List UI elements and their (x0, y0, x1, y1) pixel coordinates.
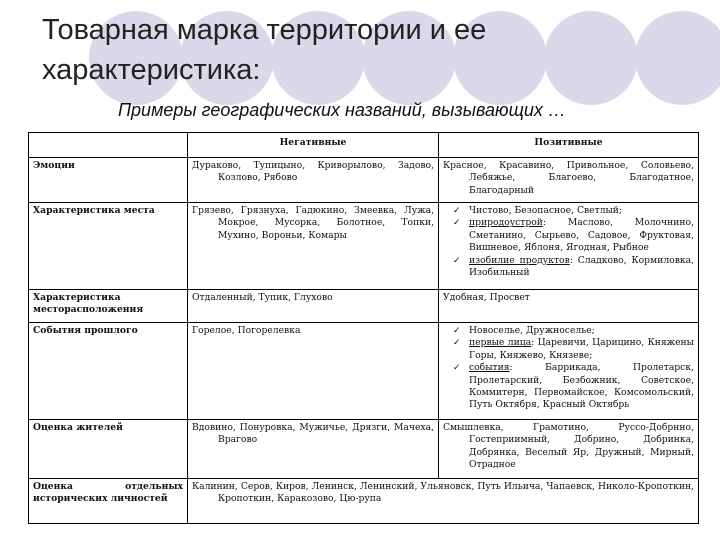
positive-checklist (443, 205, 694, 279)
row-label: Оценка жителей (29, 420, 188, 479)
positive-cell (439, 420, 699, 479)
positive-cell (439, 158, 699, 203)
positive-text: Красное, Красавино, Привольное, Соловьево, Лебяжье, Благоево, Благодатное, Благодарный (443, 160, 694, 196)
negative-cell (188, 158, 439, 203)
positive-cell (439, 203, 699, 290)
negative-text: Дураково, Тупицыно, Криворылово, Задово, Козлово, Рябово (192, 160, 434, 184)
checklist-item (443, 217, 694, 254)
table-row (29, 479, 699, 524)
row-label: Оценка отдельных исторических личностей (29, 479, 188, 524)
row-label: Характеристика места (29, 203, 188, 290)
checklist-item (443, 337, 694, 362)
checklist-item (443, 205, 694, 217)
item-text: : Баррикада, Пролетарск, Пролетарский, Безбожник, Советское, Коммитерн, Первомайское, Комсомольский, Путь Октября, Красный Октябрь (469, 362, 694, 411)
negative-text: Вдовино, Понуровка, Мужичье, Дрязги, Мачеха, Врагово (192, 422, 434, 446)
slide-title: Товарная марка территории и ее характеристика: (42, 14, 487, 86)
positive-cell (439, 290, 699, 323)
negative-cell (188, 420, 439, 479)
negative-cell (188, 290, 439, 323)
item-text: : Царевичи, Царицино, Княжены Горы, Княжево, Князеве; (469, 337, 694, 361)
negative-text: Грязево, Грязнуха, Гадюкино, Змеевка, Лужа, Мокрое, Мусорка, Болотное, Топки, Мухино, Вороньи, Комары (192, 205, 434, 241)
checklist-item (443, 325, 694, 337)
positive-checklist (443, 325, 694, 412)
table-row (29, 420, 699, 479)
item-text: Новоселье, Дружноселье; (469, 325, 595, 336)
merged-cell (188, 479, 699, 524)
checklist-item (443, 255, 694, 280)
positive-cell (439, 323, 699, 420)
header-blank (29, 133, 188, 158)
examples-table (28, 132, 699, 524)
item-text: : Маслово, Молочнино, Сметанино, Сырьево, Садовое, Фруктовая, Вишневое, Яблоня, Ягодная, Рыбное (469, 217, 694, 254)
table-header-row (29, 133, 699, 158)
table-row (29, 203, 699, 290)
row-label: События прошлого (29, 323, 188, 420)
item-text: Чистово, Безопасное, Светлый; (469, 205, 623, 216)
item-term: события (469, 362, 510, 374)
table-row (29, 158, 699, 203)
decor-circle (635, 11, 720, 105)
negative-cell (188, 203, 439, 290)
negative-cell (188, 323, 439, 420)
item-term: природоустрой (469, 217, 543, 229)
checklist-item (443, 362, 694, 412)
negative-text: Горелое, Погорелевка (192, 325, 301, 336)
positive-text: Удобная, Просвет (443, 292, 530, 303)
item-term: изобилие продуктов (469, 254, 570, 266)
merged-text: Калинин, Серов, Киров, Ленинск, Ленинский, Ульяновск, Путь Ильича, Чапаевск, Николо-Кропоткин, Кропоткин, Каракозово, Цю-рупа (192, 481, 694, 505)
table-row (29, 290, 699, 323)
positive-text: Смышлевка, Грамотино, Руссо-Добрнно, Гостеприимный, Добрино, Добринка, Добрянка, Веселый Яр, Дружный, Мирный, Отрадное (443, 422, 694, 471)
row-label: Эмоции (29, 158, 188, 203)
table-row (29, 323, 699, 420)
row-label: Характеристика месторасположения (29, 290, 188, 323)
negative-text: Отдаленный, Тупик, Глухово (192, 292, 333, 303)
item-term: первые лица (469, 337, 532, 349)
header-negative: Негативные (188, 133, 439, 158)
header-positive: Позитивные (439, 133, 699, 158)
item-text: : Сладково, Кормиловка, Изобильный (469, 254, 695, 279)
slide-subtitle: Примеры географических названий, вызывающих … (118, 100, 566, 120)
